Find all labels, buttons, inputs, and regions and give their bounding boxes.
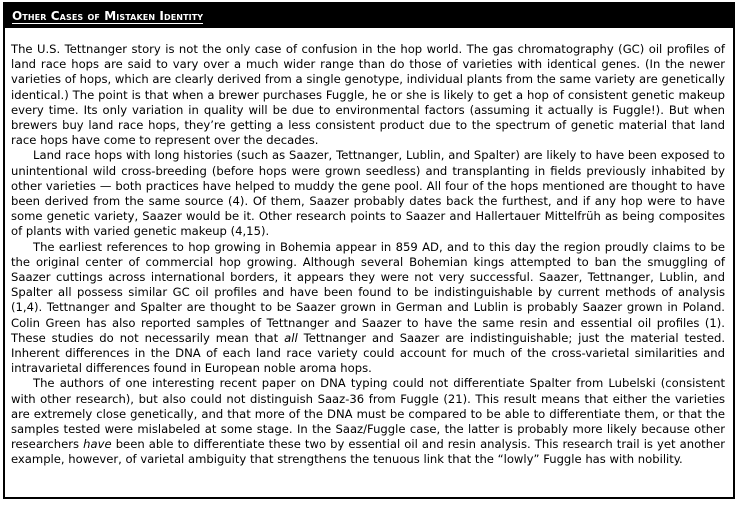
paragraph-3-emphasis: all — [284, 330, 298, 345]
paragraph-3-text-b: Tettnanger and Saazer are indistinguishable; just the material tested. Inherent differences in the DNA of each land race variety could account for much of the cross-varietal similarities and intravarietal differences found in European noble aroma hops. — [11, 330, 726, 376]
paragraph-3 — [11, 240, 725, 377]
paragraph-1-text: The U.S. Tettnanger story is not the only case of confusion in the hop world. The gas chromatography (GC) oil profiles of land race hops are said to vary over a much wider range than do those of varieties with identical genes. (In the newer varieties of hops, which are clearly derived from a single genotype, individual plants from the same variety are genetically identical.) The point is that when a brewer purchases Fuggle, he or she is likely to get a hop of consistent genetic makeup every time. Its only variation in quality will be due to environmental factors (assuming it actually is Fuggle!). But when brewers buy land race hops, they’re getting a less consistent product due to the spectrum of genetic material that land race hops have come to represent over the decades. — [11, 42, 725, 148]
paragraph-4-text-a: The authors of one interesting recent paper on DNA typing could not differentiate Spalter from Lubelski (consistent with other research), but also could not distinguish Saaz-36 from Fuggle (21). This result means that either the varieties are extremely close genetically, and that more of the DNA must be compared to be able to differentiate them, or that the samples tested were mislabeled at some stage. In the Saaz/Fuggle case, the latter is probably more likely because other researchers — [11, 376, 725, 452]
sidebar-box — [3, 2, 735, 499]
sidebar-title: Other Cases of Mistaken Identity — [12, 8, 204, 23]
paragraph-3-text-a: The earliest references to hop growing in Bohemia appear in 859 AD, and to this day the region proudly claims to be the original center of commercial hop growing. Although several Bohemian kings attempted to ban the smuggling of Saazer cuttings across international borders, it appears they were not very successful. Saazer, Tettnanger, Lublin, and Spalter all possess similar GC oil profiles and have been found to be indistinguishable by current methods of analysis (1,4). Tettnanger and Spalter are thought to be Saazer grown in German and Lublin is probably Saazer grown in Poland. Colin Green has also reported samples of Tettnanger and Saazer to have the same resin and essential oil profiles (1). These studies do not necessarily mean that — [11, 239, 725, 345]
sidebar-title-bar — [5, 4, 733, 28]
paragraph-4 — [11, 376, 725, 467]
sidebar-body — [5, 28, 733, 468]
paragraph-4-text-b: been able to differentiate these two by essential oil and resin analysis. This research trail is yet another example, however, of varietal ambiguity that strengthens the tenuous link that the “lowly” Fuggle has with nobility. — [11, 437, 725, 467]
paragraph-2-text: Land race hops with long histories (such as Saazer, Tettnanger, Lublin, and Spalter) are likely to have been exposed to unintentional wild cross-breeding (before hops were grown seedless) and transplanting in fields previously inhabited by other varieties — both practices have helped to muddy the gene pool. All four of the hops mentioned are thought to have been derived from the same source (4). Of them, Saazer probably dates back the furthest, and if any hop were to have some genetic variety, Saazer would be it. Other research points to Saazer and Hallertauer Mittelfrüh as being composites of plants with varied genetic makeup (4,15). — [11, 148, 725, 239]
paragraph-2 — [11, 148, 725, 239]
paragraph-1 — [11, 42, 725, 148]
paragraph-4-emphasis: have — [83, 437, 112, 452]
